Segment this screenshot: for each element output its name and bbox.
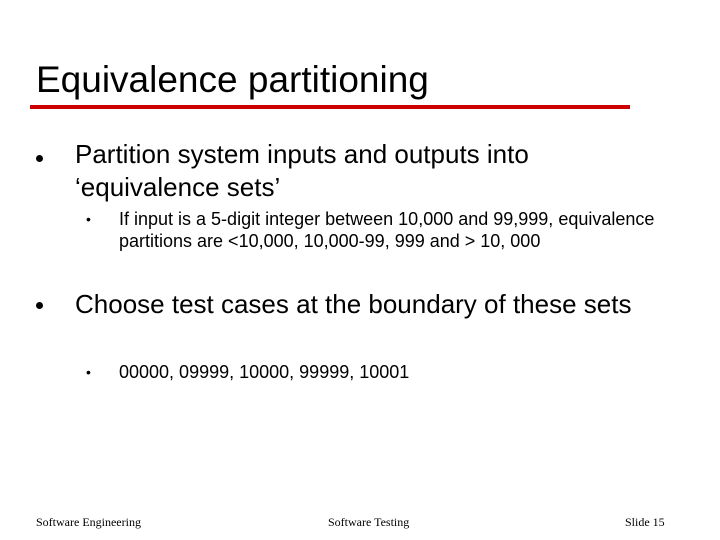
sub-bullet-2-marker: •: [86, 364, 91, 380]
footer-slide-number: Slide 15: [625, 515, 665, 529]
sub-bullet-1-marker: •: [86, 211, 91, 227]
slide-title: Equivalence partitioning: [36, 59, 429, 100]
bullet-2-text: Choose test cases at the boundary of these sets: [75, 289, 632, 319]
bullet-1-marker: [36, 155, 43, 162]
title-underline: [30, 105, 630, 109]
sub-bullet-1-text: If input is a 5-digit integer between 10,000 and 99,999, equivalence partitions are <10,000, 10,000-99, 999 and > 10, 000: [119, 209, 655, 251]
sub-bullet-2-text: 00000, 09999, 10000, 99999, 10001: [119, 362, 410, 382]
bullet-2-marker: [36, 302, 43, 309]
footer-topic: Software Testing: [328, 515, 410, 529]
footer-course: Software Engineering: [36, 515, 141, 529]
bullet-1-text: Partition system inputs and outputs into ‘equivalence sets’: [75, 139, 529, 202]
